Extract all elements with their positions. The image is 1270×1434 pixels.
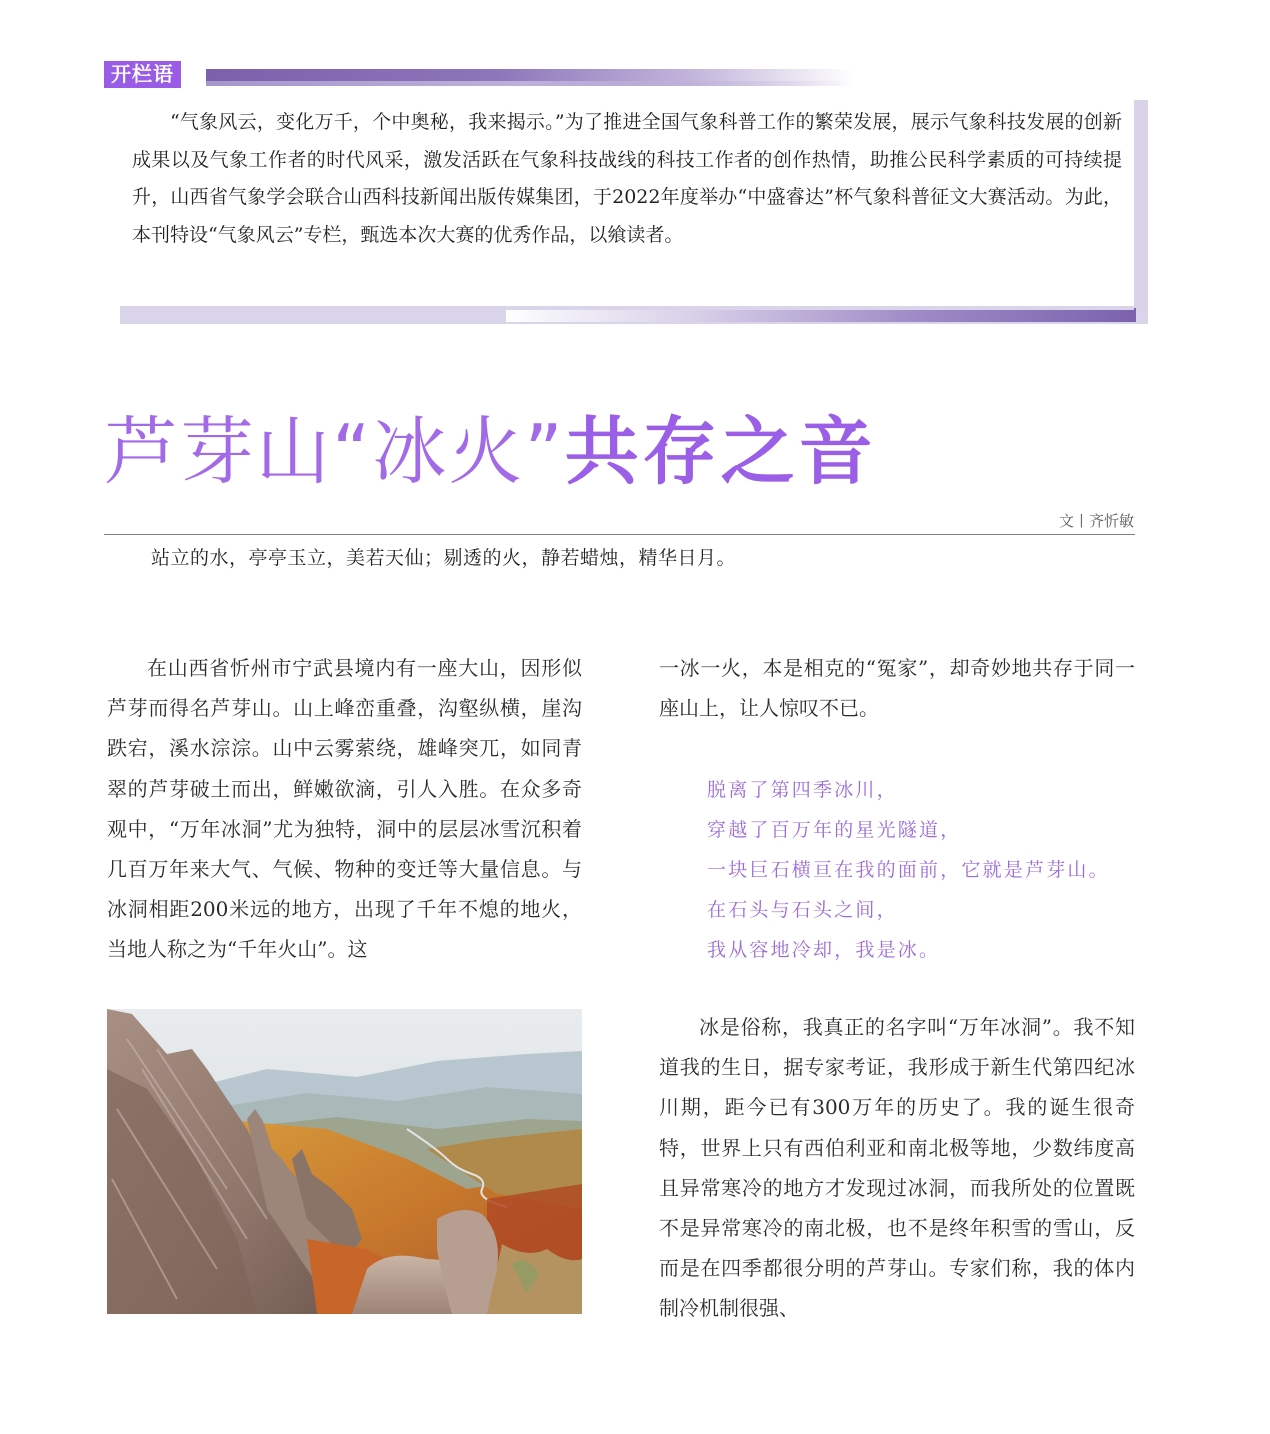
column-intro-box [120,100,1148,324]
body-paragraph-continuation: 一冰一火，本是相克的“冤家”，却奇妙地共存于同一座山上，让人惊叹不已。 [659,656,1135,721]
poem-line: 一块巨石横亘在我的面前，它就是芦芽山。 [707,859,1110,881]
right-column-top [659,648,1135,728]
mountain-photo [107,1009,582,1314]
title-divider [104,534,1135,535]
right-column-bottom [659,1007,1135,1329]
poem-line: 我从容地冷却，我是冰。 [707,939,941,961]
poem-line: 在石头与石头之间， [707,899,898,921]
byline: 文丨齐忻敏 [1058,512,1134,530]
intro-right-rail [1134,100,1148,324]
article-subtitle: 站立的水，亭亭玉立，美若天仙；剔透的火，静若蜡烛，精华日月。 [151,547,737,569]
poem-line: 穿越了百万年的星光隧道， [707,819,962,841]
poem-line: 脱离了第四季冰川， [707,779,898,801]
column-intro-paragraph: “气象风云，变化万千，个中奥秘，我来揭示。”为了推进全国气象科普工作的繁荣发展，展示气象科技发展的创新成果以及气象工作者的时代风采，激发活跃在气象科技战线的科技工作者的创作热情，助推公民科学素质的可持续提升，山西省气象学会联合山西科技新闻出版传媒集团，于2022年度举办“中盛睿达”杯气象科普征文大赛活动。为此，本刊特设“气象风云”专栏，甄选本次大赛的优秀作品，以飨读者。 [132,111,1122,246]
article-title-light: 芦芽山“冰火” [104,409,565,495]
left-column [107,648,582,970]
article-title [104,410,877,495]
body-paragraph: 冰是俗称，我真正的名字叫“万年冰洞”。我不知道我的生日，据专家考证，我形成于新生代第四纪冰川期，距今已有300万年的历史了。我的诞生很奇特，世界上只有西伯利亚和南北极等地，少数纬度高且异常寒冷的地方才发现过冰洞，而我所处的位置既不是异常寒冷的南北极，也不是终年积雪的雪山，反而是在四季都很分明的芦芽山。专家们称，我的体内制冷机制很强、 [659,1015,1135,1321]
column-intro-tag: 开栏语 [104,61,181,88]
column-intro-text [132,104,1122,254]
intro-bottom-accent-edge [1134,308,1136,322]
body-paragraph: 在山西省忻州市宁武县境内有一座大山，因形似芦芽而得名芦芽山。山上峰峦重叠，沟壑纵横，崖沟跌宕，溪水淙淙。山中云雾萦绕，雄峰突兀，如同青翠的芦芽破土而出，鲜嫩欲滴，引人入胜。在众多奇观中，“万年冰洞”尤为独特，洞中的层层冰雪沉积着几百万年来大气、气候、物种的变迁等大量信息。与冰洞相距200米远的地方，出现了千年不熄的地火，当地人称之为“千年火山”。这 [107,656,582,962]
mountain-landscape-image [107,1009,582,1314]
article-title-bold: 共存之音 [564,409,877,495]
intro-bottom-accent [506,310,1134,322]
header-gradient-underbar [206,81,854,86]
poem-block [707,770,1147,970]
column-intro-header [104,61,854,88]
